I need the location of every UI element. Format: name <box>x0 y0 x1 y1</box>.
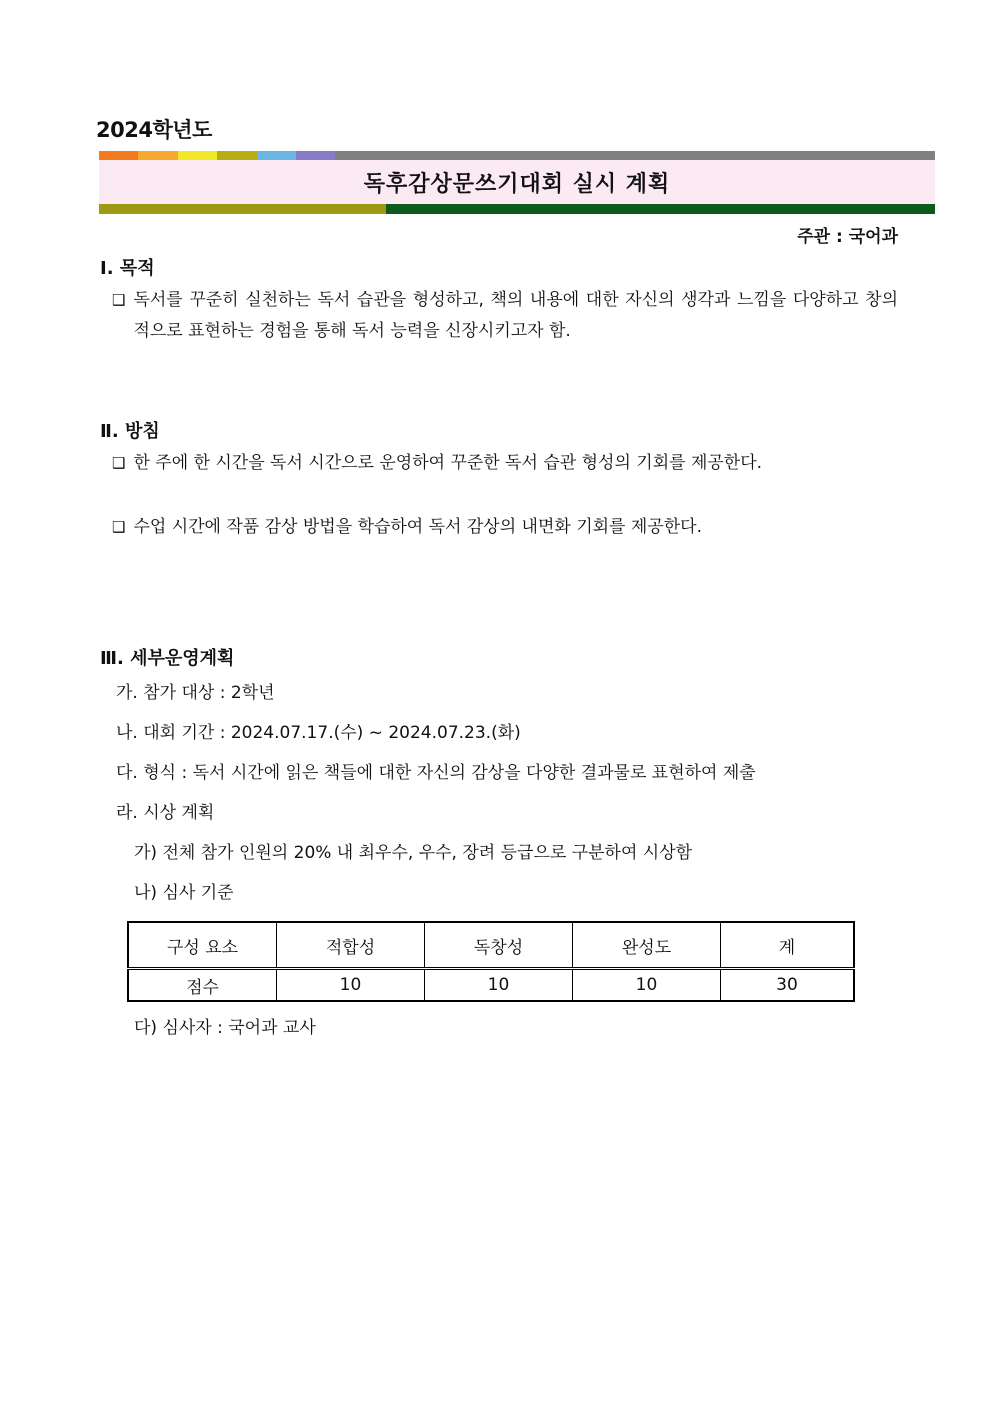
checkbox-bullet-icon: ❑ <box>112 518 126 536</box>
plan-item-awards: 라. 시상 계획 <box>116 803 215 823</box>
checkbox-bullet-icon: ❑ <box>112 454 126 472</box>
awards-subitem-1: 가) 전체 참가 인원의 20% 내 최우수, 우수, 장려 등급으로 구분하여 시상함 <box>134 843 693 863</box>
table-header-cell: 적합성 <box>277 922 425 969</box>
color-segment <box>296 151 335 160</box>
table-cell: 30 <box>721 969 855 1002</box>
organizer-label: 주관 : 국어과 <box>797 227 898 247</box>
policy-bullet-1 <box>112 448 898 479</box>
table-cell: 10 <box>573 969 721 1002</box>
color-segment <box>217 151 257 160</box>
color-segment <box>178 151 217 160</box>
section-heading-purpose: Ⅰ. 목적 <box>100 258 155 279</box>
purpose-text: 독서를 꾸준히 실천하는 독서 습관을 형성하고, 책의 내용에 대한 자신의 생각과 느낌을 다양하고 창의적으로 표현하는 경험을 통해 독서 능력을 신장시키고자 함. <box>133 290 898 341</box>
policy-bullet-2 <box>112 512 898 543</box>
policy-text-1: 한 주에 한 시간을 독서 시간으로 운영하여 꾸준한 독서 습관 형성의 기회를 제공한다. <box>133 453 763 473</box>
table-cell: 10 <box>425 969 573 1002</box>
table-header-cell: 완성도 <box>573 922 721 969</box>
section-heading-plan: Ⅲ. 세부운영계획 <box>100 648 235 669</box>
table-header-cell: 독창성 <box>425 922 573 969</box>
color-segment <box>257 151 296 160</box>
table-header-row <box>128 922 854 969</box>
table-row <box>128 969 854 1002</box>
color-segment <box>138 151 178 160</box>
plan-item-period: 나. 대회 기간 : 2024.07.17.(수) ~ 2024.07.23.(화) <box>116 723 521 743</box>
policy-text-2: 수업 시간에 작품 감상 방법을 학습하여 독서 감상의 내면화 기회를 제공한다. <box>133 517 702 537</box>
plan-item-format: 다. 형식 : 독서 시간에 읽은 책들에 대한 자신의 감상을 다양한 결과물로 표현하여 제출 <box>116 763 756 783</box>
year-label: 2024학년도 <box>96 118 212 142</box>
table-cell: 점수 <box>128 969 277 1002</box>
color-segment <box>99 151 138 160</box>
section-heading-policy: Ⅱ. 방침 <box>100 421 160 442</box>
color-segment <box>99 204 386 214</box>
table-cell: 10 <box>277 969 425 1002</box>
purpose-bullet <box>112 285 898 347</box>
document-title: 독후감상문쓰기대회 실시 계획 <box>363 171 671 197</box>
awards-subitem-3: 다) 심사자 : 국어과 교사 <box>134 1018 316 1038</box>
table-header-cell: 계 <box>721 922 855 969</box>
decorative-color-bar-bottom <box>99 204 935 214</box>
decorative-color-bar-top <box>99 151 935 160</box>
color-segment <box>386 204 935 214</box>
table-header-cell: 구성 요소 <box>128 922 277 969</box>
color-segment <box>335 151 935 160</box>
plan-item-participants: 가. 참가 대상 : 2학년 <box>116 683 275 703</box>
awards-subitem-2: 나) 심사 기준 <box>134 883 234 903</box>
checkbox-bullet-icon: ❑ <box>112 291 126 309</box>
scoring-criteria-table <box>127 921 855 1002</box>
title-band <box>99 160 935 204</box>
